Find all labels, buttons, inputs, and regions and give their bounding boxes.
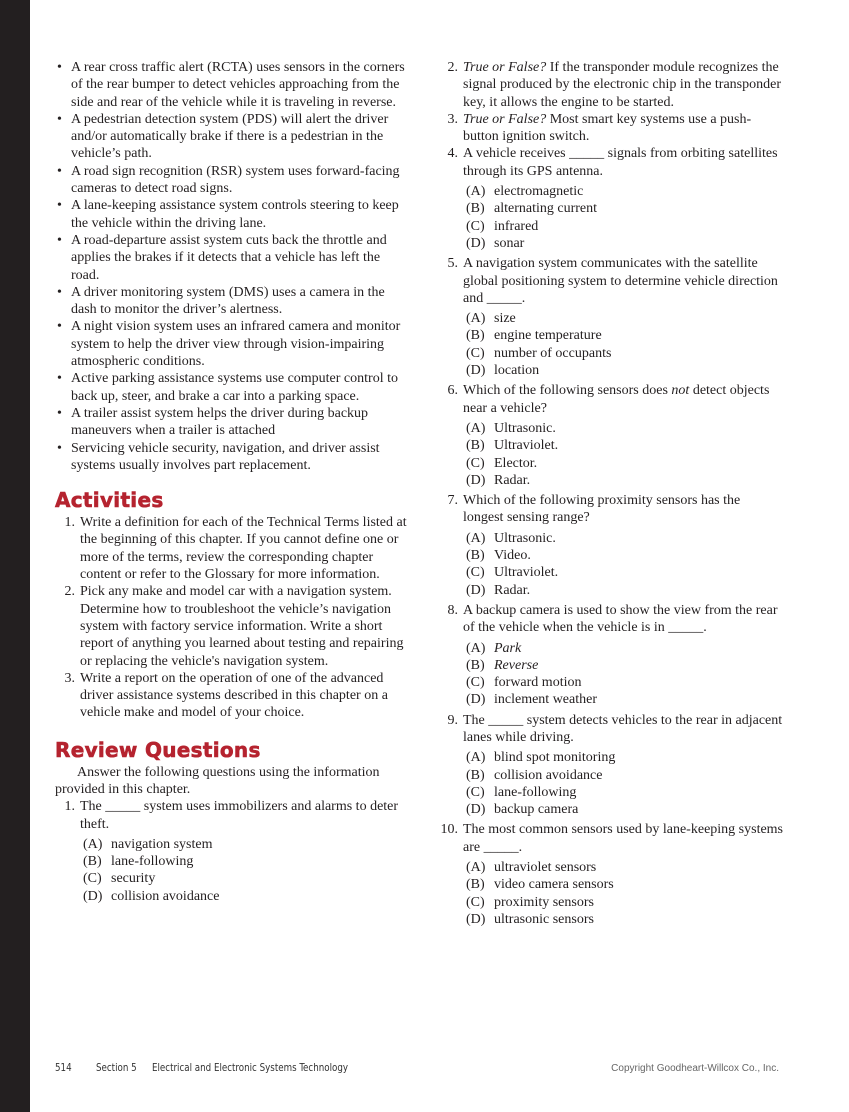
footer-chapter: Electrical and Electronic Systems Technology bbox=[152, 1061, 349, 1074]
answer-option bbox=[466, 859, 783, 876]
question-text-main: detect objects near a vehicle? bbox=[463, 383, 770, 416]
question-text bbox=[463, 112, 751, 144]
answer-option bbox=[466, 691, 783, 708]
activity-number: 2. bbox=[64, 584, 75, 600]
question-item bbox=[438, 492, 783, 527]
answer-options bbox=[438, 749, 783, 818]
bullet-icon: • bbox=[57, 284, 62, 300]
question-text bbox=[463, 603, 778, 635]
answer-option bbox=[466, 345, 783, 362]
option-letter: (D) bbox=[466, 692, 486, 708]
question-text-main: Most smart key systems use a push-button ignition switch. bbox=[463, 111, 752, 145]
option-letter: (C) bbox=[466, 345, 485, 361]
question-emphasis: True or False? bbox=[463, 111, 547, 127]
question-item bbox=[438, 145, 783, 180]
answer-option bbox=[83, 836, 407, 853]
bullet-item bbox=[55, 111, 407, 163]
activity-text: Pick any make and model car with a navigation system. Determine how to troubleshoot the vehicle’s navigation system with factory service information. Write a short report of anything you learned about testing and repairing or replacing the vehicle's navigation system. bbox=[80, 584, 404, 669]
activity-number: 3. bbox=[64, 670, 75, 686]
answer-options bbox=[438, 640, 783, 709]
option-text: collision avoidance bbox=[111, 888, 220, 904]
answer-option bbox=[466, 801, 783, 818]
answer-option bbox=[466, 784, 783, 801]
answer-options bbox=[438, 420, 783, 489]
answer-option bbox=[466, 437, 783, 454]
question-text-main: The _____ system uses immobilizers and alarms to deter theft. bbox=[80, 799, 399, 832]
option-text: Park bbox=[494, 640, 522, 656]
bullet-text: A lane-keeping assistance system controls steering to keep the vehicle within the driving lane. bbox=[71, 198, 399, 231]
question-text-main: A vehicle receives _____ signals from orbiting satellites through its GPS antenna. bbox=[463, 146, 778, 179]
bullet-item bbox=[55, 370, 407, 405]
option-letter: (C) bbox=[466, 455, 485, 471]
option-text: engine temperature bbox=[494, 328, 602, 344]
activity-text: Write a definition for each of the Technical Terms listed at the beginning of this chapter. If you cannot define one or more of the terms, review the corresponding chapter content or refer to the Glossary for more information. bbox=[80, 515, 407, 583]
question-number: 7. bbox=[447, 493, 458, 509]
question-number: 9. bbox=[447, 712, 458, 728]
answer-option bbox=[466, 894, 783, 911]
answer-option bbox=[466, 749, 783, 766]
option-text: security bbox=[111, 871, 156, 887]
review-questions-heading: Review Questions bbox=[55, 737, 261, 762]
question-number: 10. bbox=[440, 822, 458, 838]
summary-bullets bbox=[55, 59, 407, 474]
option-text: lane-following bbox=[494, 784, 577, 800]
option-letter: (D) bbox=[466, 363, 486, 379]
option-letter: (C) bbox=[83, 871, 102, 887]
answer-option bbox=[466, 564, 783, 581]
question-number: 1. bbox=[64, 799, 75, 815]
option-text: Ultrasonic. bbox=[494, 420, 556, 436]
bullet-icon: • bbox=[57, 60, 62, 75]
question-number: 8. bbox=[447, 602, 458, 618]
questions-right bbox=[438, 59, 783, 928]
answer-option bbox=[466, 310, 783, 327]
bullet-text: A road-departure assist system cuts back the throttle and applies the brakes if it detects that a vehicle has left the road. bbox=[71, 232, 387, 283]
option-text: number of occupants bbox=[494, 345, 612, 361]
option-letter: (A) bbox=[466, 420, 486, 436]
option-text: Radar. bbox=[494, 582, 531, 598]
option-letter: (B) bbox=[83, 854, 102, 870]
question-text bbox=[463, 493, 740, 525]
option-letter: (A) bbox=[466, 530, 486, 546]
option-letter: (A) bbox=[466, 750, 486, 766]
question-text bbox=[463, 60, 781, 110]
option-text: Video. bbox=[494, 548, 531, 564]
bullet-text: Active parking assistance systems use computer control to back up, steer, and brake a car into a parking space. bbox=[71, 371, 398, 404]
answer-option bbox=[83, 853, 407, 870]
bullet-text: A rear cross traffic alert (RCTA) uses sensors in the corners of the rear bumper to detect vehicles approaching from the side and rear of the vehicle while it is traveling in reverse. bbox=[71, 60, 405, 110]
question-number: 4. bbox=[447, 146, 458, 162]
bullet-icon: • bbox=[57, 111, 62, 127]
question-number: 3. bbox=[447, 111, 458, 127]
answer-option bbox=[466, 327, 783, 344]
answer-option bbox=[466, 530, 783, 547]
option-text: Radar. bbox=[494, 472, 531, 488]
question-text-main: A navigation system communicates with the satellite global positioning system to determine vehicle direction and _____. bbox=[463, 256, 778, 306]
option-text: Ultrasonic. bbox=[494, 530, 556, 546]
option-letter: (C) bbox=[466, 218, 485, 234]
answer-option bbox=[466, 455, 783, 472]
option-letter: (D) bbox=[466, 802, 486, 818]
bullet-item bbox=[55, 284, 407, 319]
answer-option bbox=[466, 235, 783, 252]
question-text bbox=[463, 383, 769, 415]
option-letter: (C) bbox=[466, 784, 485, 800]
bullet-item bbox=[55, 440, 407, 475]
question-text-pre: Which of the following sensors does bbox=[463, 383, 672, 399]
option-text: Ultraviolet. bbox=[494, 438, 559, 454]
bullet-text: A trailer assist system helps the driver during backup maneuvers when a trailer is attached bbox=[71, 405, 369, 439]
answer-option bbox=[466, 183, 783, 200]
answer-option bbox=[466, 200, 783, 217]
option-letter: (A) bbox=[466, 311, 486, 327]
bullet-icon: • bbox=[57, 163, 62, 179]
option-letter: (A) bbox=[83, 836, 103, 852]
answer-options bbox=[438, 859, 783, 928]
bullet-text: A driver monitoring system (DMS) uses a camera in the dash to monitor the driver’s alertness. bbox=[71, 284, 385, 318]
bullet-icon: • bbox=[57, 232, 62, 248]
answer-option bbox=[466, 582, 783, 599]
answer-option bbox=[466, 362, 783, 379]
answer-option bbox=[466, 218, 783, 235]
question-item bbox=[438, 821, 783, 856]
option-letter: (D) bbox=[466, 911, 486, 927]
answer-options bbox=[438, 310, 783, 379]
option-letter: (B) bbox=[466, 657, 485, 673]
answer-option bbox=[466, 674, 783, 691]
bullet-text: A night vision system uses an infrared camera and monitor system to help the driver view through vision-impairing atmospheric conditions. bbox=[71, 319, 401, 370]
option-text: electromagnetic bbox=[494, 184, 584, 200]
answer-option bbox=[466, 911, 783, 928]
option-letter: (D) bbox=[83, 888, 103, 904]
option-text: blind spot monitoring bbox=[494, 750, 616, 766]
option-letter: (C) bbox=[466, 894, 485, 910]
bullet-icon: • bbox=[57, 371, 62, 387]
bullet-text: A road sign recognition (RSR) system uses forward-facing cameras to detect road signs. bbox=[71, 163, 400, 197]
answer-option bbox=[466, 876, 783, 893]
question-text-main: If the transponder module recognizes the signal produced by the electronic chip in the transponder key, it allows the engine to be started. bbox=[463, 60, 782, 110]
option-text: Ultraviolet. bbox=[494, 565, 559, 581]
right-column bbox=[438, 59, 783, 931]
option-text: ultrasonic sensors bbox=[494, 911, 594, 927]
option-text: Elector. bbox=[494, 455, 538, 471]
bullet-icon: • bbox=[57, 198, 62, 214]
question-number: 2. bbox=[447, 60, 458, 75]
page-number: 514 bbox=[55, 1061, 72, 1074]
question-number: 5. bbox=[447, 256, 458, 272]
footer-section: Section 5 bbox=[96, 1061, 137, 1074]
option-letter: (B) bbox=[466, 548, 485, 564]
option-letter: (B) bbox=[466, 767, 485, 783]
question-number: 6. bbox=[447, 383, 458, 399]
option-text: sonar bbox=[494, 235, 525, 251]
activities-list bbox=[55, 514, 407, 722]
bullet-icon: • bbox=[57, 440, 62, 456]
option-text: infrared bbox=[494, 218, 539, 234]
option-text: backup camera bbox=[494, 802, 579, 818]
page-edge-bar bbox=[0, 0, 30, 1112]
bullet-text: Servicing vehicle security, navigation, and driver assist systems usually involves part replacement. bbox=[71, 440, 380, 473]
option-letter: (D) bbox=[466, 472, 486, 488]
option-letter: (B) bbox=[466, 438, 485, 454]
bullet-item bbox=[55, 318, 407, 370]
option-text: lane-following bbox=[111, 854, 194, 870]
option-text: proximity sensors bbox=[494, 894, 594, 910]
bullet-icon: • bbox=[57, 319, 62, 335]
question-item bbox=[438, 59, 783, 111]
review-intro: Answer the following questions using the information provided in this chapter. bbox=[55, 764, 380, 797]
questions-left bbox=[55, 798, 407, 905]
option-letter: (B) bbox=[466, 877, 485, 893]
option-letter: (C) bbox=[466, 675, 485, 691]
answer-option bbox=[466, 767, 783, 784]
option-letter: (B) bbox=[466, 328, 485, 344]
bullet-item bbox=[55, 59, 407, 111]
bullet-item bbox=[55, 163, 407, 198]
question-item bbox=[438, 712, 783, 747]
option-letter: (A) bbox=[466, 860, 486, 876]
answer-option bbox=[466, 657, 783, 674]
option-text: video camera sensors bbox=[494, 877, 614, 893]
question-text-main: The most common sensors used by lane-keeping systems are _____. bbox=[463, 822, 784, 855]
bullet-icon: • bbox=[57, 405, 62, 421]
question-text-main: Which of the following proximity sensors has the longest sensing range? bbox=[463, 493, 741, 526]
activity-text: Write a report on the operation of one of the advanced driver assistance systems described in this chapter on a vehicle make and model of your choice. bbox=[80, 670, 388, 721]
copyright: Copyright Goodheart-Willcox Co., Inc. bbox=[611, 1063, 779, 1074]
option-text: navigation system bbox=[111, 836, 213, 852]
bullet-item bbox=[55, 232, 407, 284]
question-text bbox=[463, 256, 778, 306]
option-letter: (D) bbox=[466, 235, 486, 251]
option-text: ultraviolet sensors bbox=[494, 860, 597, 876]
option-text: Reverse bbox=[494, 657, 539, 673]
question-text bbox=[80, 799, 398, 831]
answer-option bbox=[466, 640, 783, 657]
question-text-main: A backup camera is used to show the view from the rear of the vehicle when the vehicle is in _____. bbox=[463, 602, 778, 636]
question-emphasis: True or False? bbox=[463, 60, 547, 75]
option-text: size bbox=[494, 311, 516, 327]
option-letter: (B) bbox=[466, 201, 485, 217]
option-text: alternating current bbox=[494, 201, 598, 217]
question-item bbox=[438, 602, 783, 637]
option-text: collision avoidance bbox=[494, 767, 603, 783]
question-item bbox=[55, 798, 407, 833]
question-text bbox=[463, 713, 782, 745]
option-letter: (C) bbox=[466, 565, 485, 581]
option-text: location bbox=[494, 363, 540, 379]
answer-option bbox=[466, 472, 783, 489]
activity-number: 1. bbox=[64, 515, 75, 531]
answer-option bbox=[466, 420, 783, 437]
left-column bbox=[55, 59, 407, 908]
option-letter: (A) bbox=[466, 184, 486, 200]
answer-option bbox=[466, 547, 783, 564]
activities-heading: Activities bbox=[55, 488, 164, 513]
question-item bbox=[438, 111, 783, 146]
option-letter: (A) bbox=[466, 640, 486, 656]
question-item bbox=[438, 255, 783, 307]
question-emphasis: not bbox=[671, 383, 690, 399]
option-letter: (D) bbox=[466, 582, 486, 598]
question-text bbox=[463, 146, 778, 178]
answer-options bbox=[55, 836, 407, 905]
activity-item bbox=[55, 670, 407, 722]
question-item bbox=[438, 382, 783, 417]
answer-option bbox=[83, 870, 407, 887]
bullet-item bbox=[55, 405, 407, 440]
option-text: inclement weather bbox=[494, 692, 598, 708]
bullet-item bbox=[55, 197, 407, 232]
answer-options bbox=[438, 530, 783, 599]
answer-options bbox=[438, 183, 783, 252]
question-text bbox=[463, 822, 783, 854]
activity-item bbox=[55, 583, 407, 669]
option-text: forward motion bbox=[494, 675, 582, 691]
bullet-text: A pedestrian detection system (PDS) will alert the driver and/or automatically brake if there is a pedestrian in the vehicle’s path. bbox=[71, 111, 389, 162]
answer-option bbox=[83, 888, 407, 905]
question-text-main: The _____ system detects vehicles to the rear in adjacent lanes while driving. bbox=[463, 712, 783, 745]
activity-item bbox=[55, 514, 407, 583]
